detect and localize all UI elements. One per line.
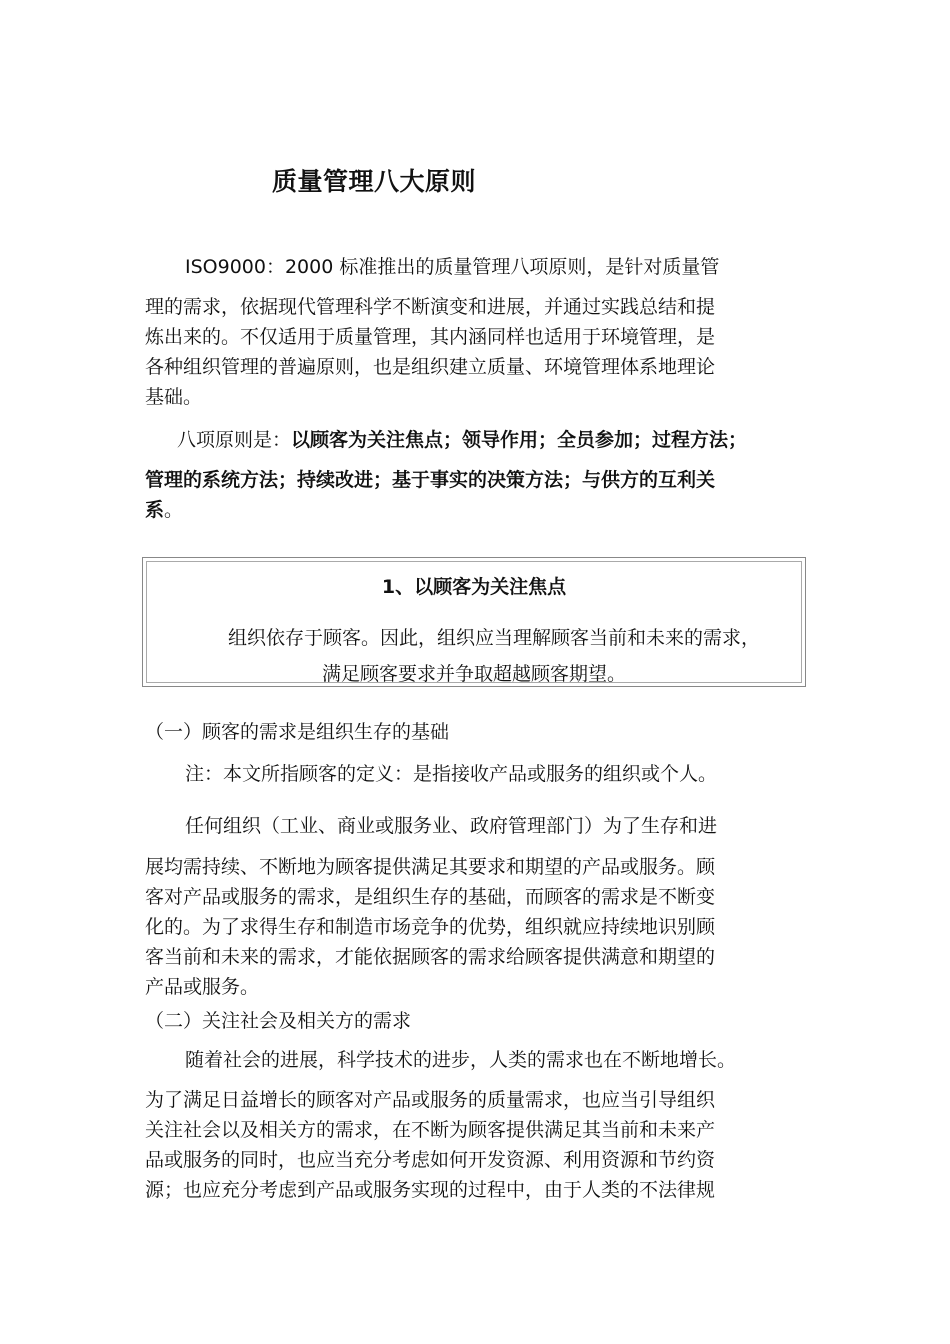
section1-line: 产品或服务。 <box>145 976 260 998</box>
principles-bold: 管理的系统方法；持续改进；基于事实的决策方法；与供方的互利关 <box>145 469 716 491</box>
principle-line: 组织依存于顾客。因此，组织应当理解顾客当前和未来的需求， <box>227 627 760 649</box>
section1-heading: （一）顾客的需求是组织生存的基础 <box>145 721 450 743</box>
intro-line: ISO9000：2000 标准推出的质量管理八项原则，是针对质量管 <box>185 256 720 278</box>
intro-line: 理的需求，依据现代管理科学不断演变和进展，并通过实践总结和提 <box>145 296 716 318</box>
principle-box <box>142 557 806 687</box>
section2 <box>145 1006 805 1205</box>
section1-note: 注：本文所指顾客的定义：是指接收产品或服务的组织或个人。 <box>185 763 718 785</box>
principles-bold: 以顾客为关注焦点；领导作用；全员参加；过程方法； <box>291 429 748 451</box>
section1 <box>145 717 805 1002</box>
section1-line: 展均需持续、不断地为顾客提供满足其要求和期望的产品或服务。顾 <box>145 856 716 878</box>
section2-line: 为了满足日益增长的顾客对产品或服务的质量需求，也应当引导组织 <box>145 1089 716 1111</box>
principles-end: 。 <box>164 499 184 521</box>
section2-heading: （二）关注社会及相关方的需求 <box>145 1010 412 1032</box>
principles-line <box>145 425 805 455</box>
principles-paragraph <box>145 425 805 525</box>
intro-paragraph <box>145 252 805 412</box>
intro-line: 基础。 <box>145 386 203 408</box>
section2-line: 品或服务的同时，也应当充分考虑如何开发资源、利用资源和节约资 <box>145 1149 716 1171</box>
principle-line: 满足顾客要求并争取超越顾客期望。 <box>321 663 626 685</box>
section1-line: 客对产品或服务的需求，是组织生存的基础，而顾客的需求是不断变 <box>145 886 716 908</box>
intro-line: 各种组织管理的普遍原则，也是组织建立质量、环境管理体系地理论 <box>145 356 716 378</box>
page-title: 质量管理八大原则 <box>272 167 477 196</box>
principles-prefix: 八项原则是： <box>177 429 292 451</box>
intro-line: 炼出来的。不仅适用于质量管理，其内涵同样也适用于环境管理，是 <box>145 326 716 348</box>
section2-line: 关注社会以及相关方的需求，在不断为顾客提供满足其当前和未来产 <box>145 1119 716 1141</box>
section1-line: 化的。为了求得生存和制造市场竞争的优势，组织就应持续地识别顾 <box>145 916 716 938</box>
principles-line <box>145 465 805 495</box>
section1-line: 任何组织（工业、商业或服务业、政府管理部门）为了生存和进 <box>185 815 718 837</box>
section2-line: 随着社会的进展，科学技术的进步，人类的需求也在不断地增长。 <box>185 1049 737 1071</box>
section2-line: 源；也应充分考虑到产品或服务实现的过程中，由于人类的不法律规 <box>145 1179 716 1201</box>
principles-bold: 系 <box>145 499 165 521</box>
principle-description <box>143 620 805 692</box>
principles-line <box>145 495 805 525</box>
principle-heading: 1、以顾客为关注焦点 <box>381 576 567 598</box>
section1-line: 客当前和未来的需求，才能依据顾客的需求给顾客提供满意和期望的 <box>145 946 716 968</box>
